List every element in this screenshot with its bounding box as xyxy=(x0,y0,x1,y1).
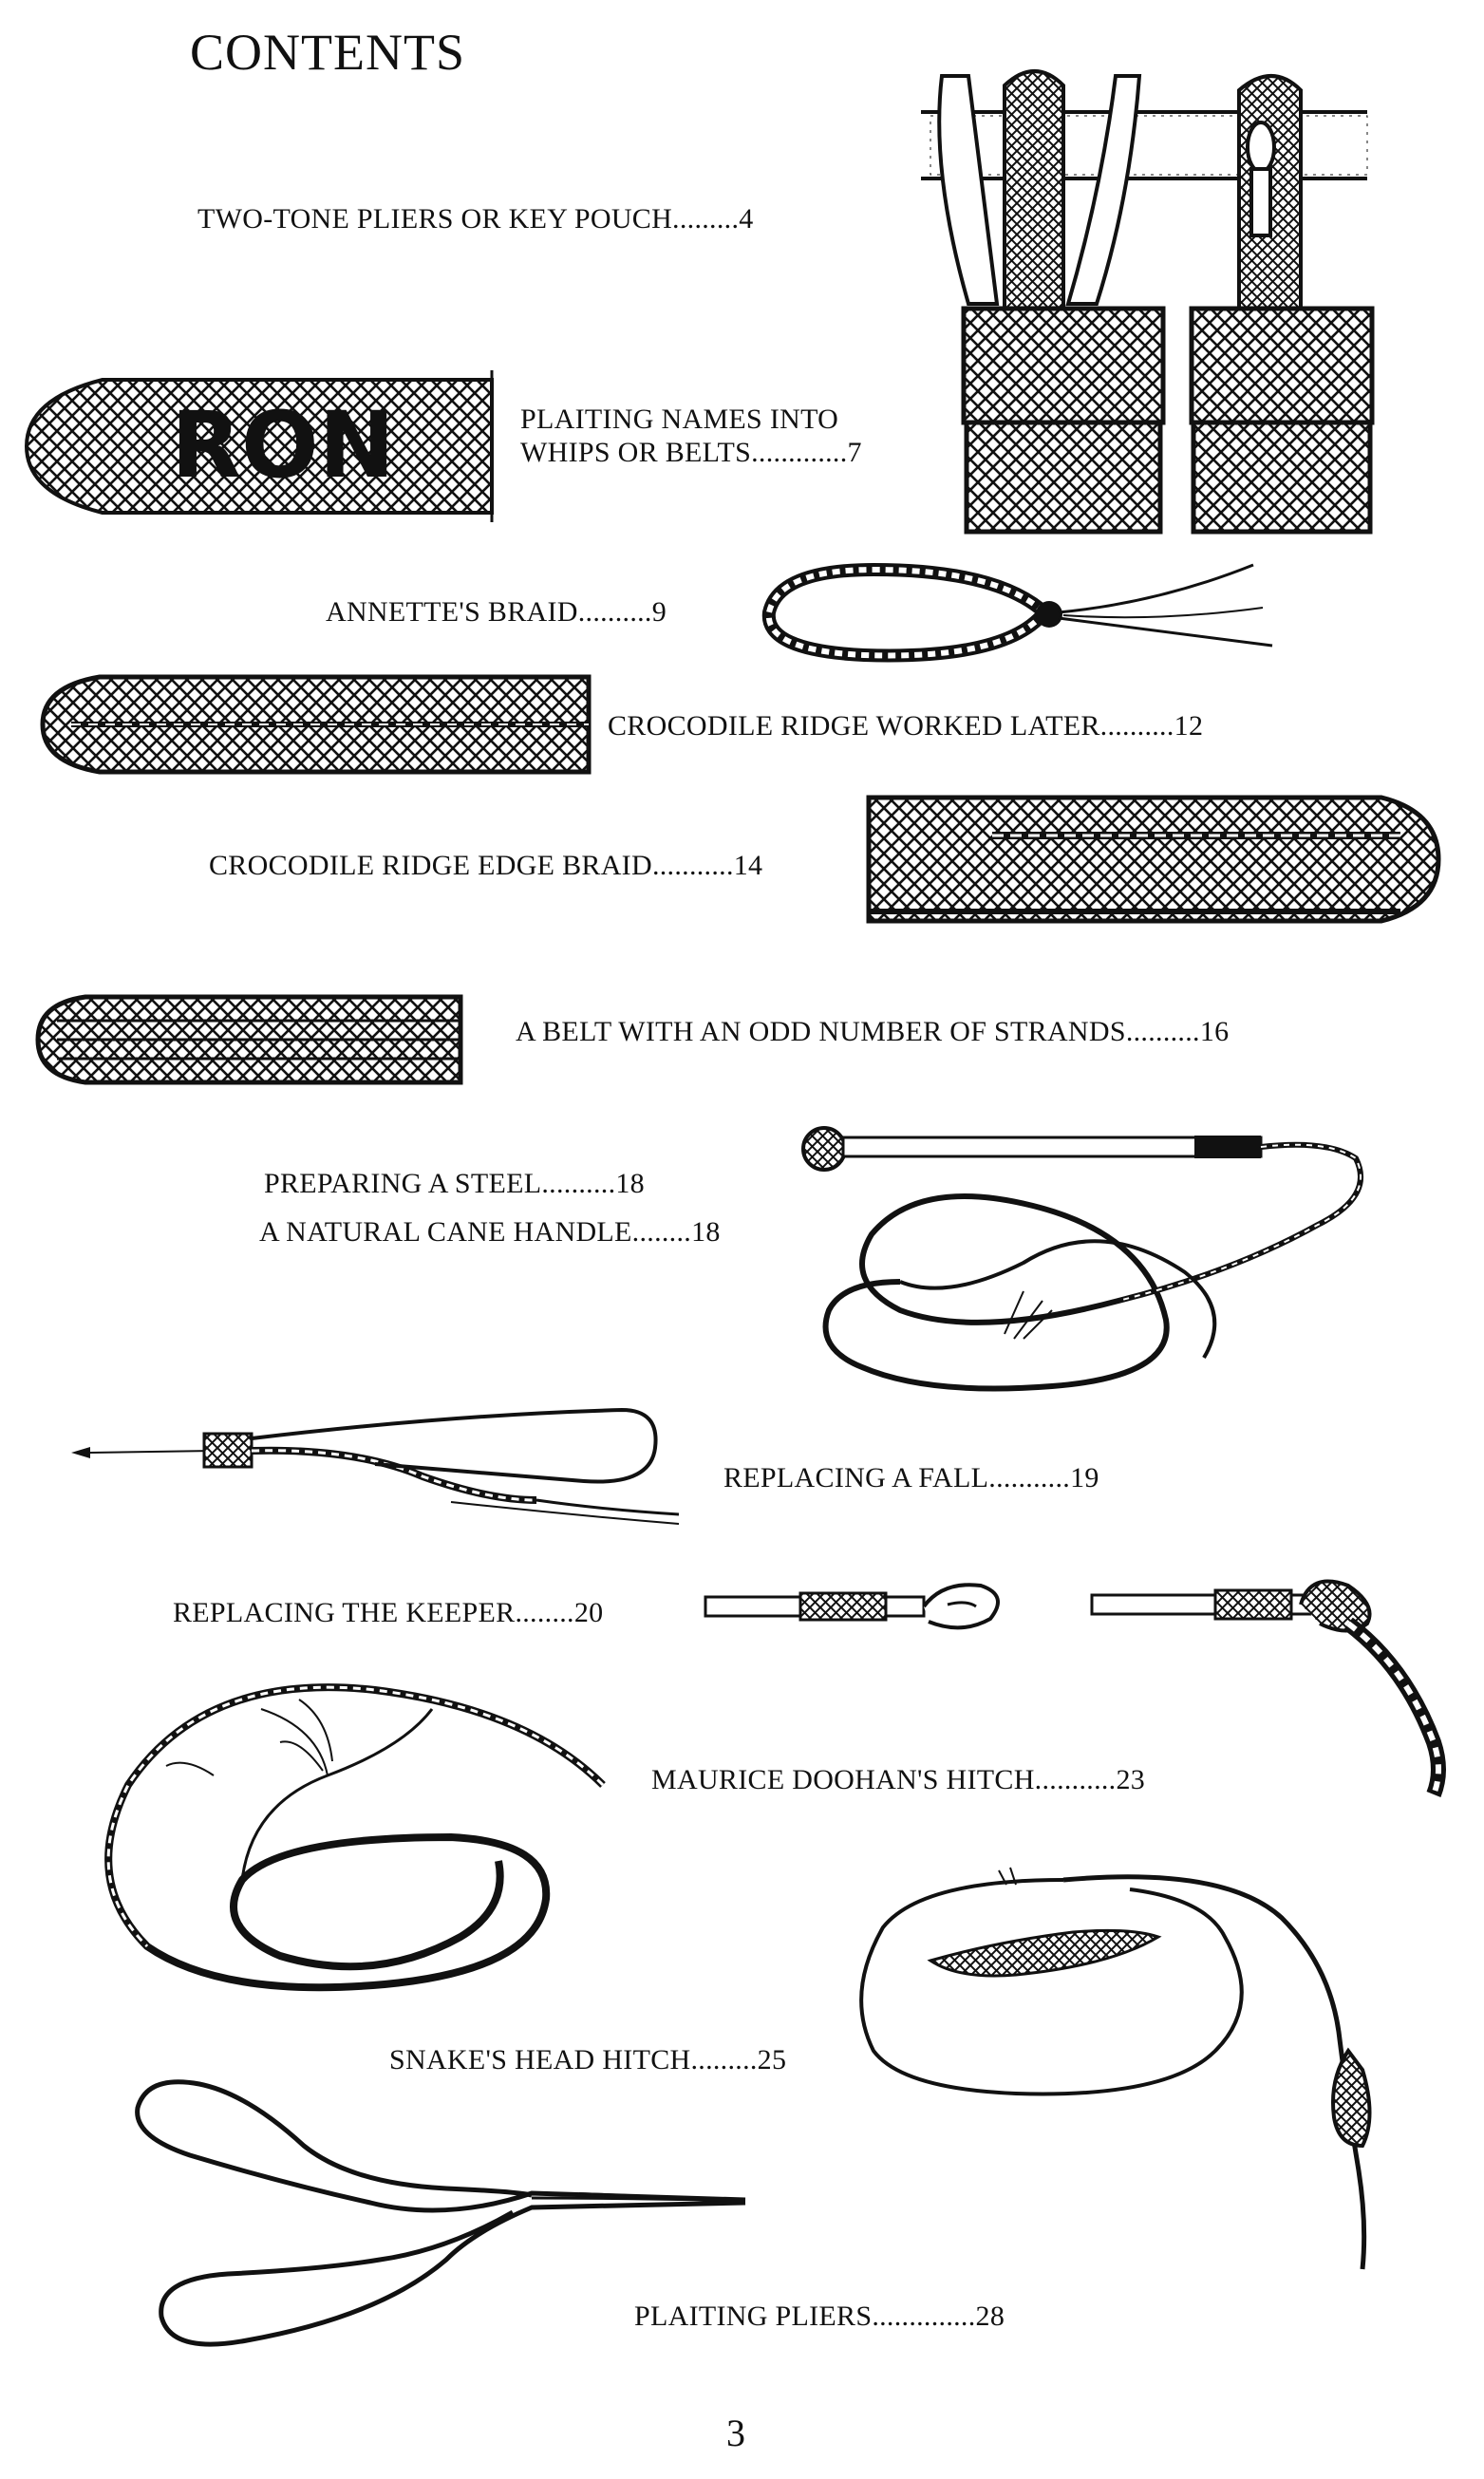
snakes-head-hitch-illustration xyxy=(845,1861,1377,2279)
toc-entry-doohan-hitch[interactable]: MAURICE DOOHAN'S HITCH...........23 xyxy=(651,1764,1146,1795)
page-title: CONTENTS xyxy=(190,24,465,81)
cane-handle-whip-illustration xyxy=(786,1120,1384,1405)
toc-entry-snakes-head[interactable]: SNAKE'S HEAD HITCH.........25 xyxy=(389,2044,787,2075)
toc-entry-replacing-fall[interactable]: REPLACING A FALL...........19 xyxy=(723,1462,1099,1493)
keeper-illustration-a xyxy=(705,1576,1009,1643)
pliers-pouch-illustration xyxy=(902,57,1367,532)
toc-entry-line: PLAITING NAMES INTO xyxy=(520,404,839,435)
toc-entry-preparing-steel[interactable]: PREPARING A STEEL..........18 xyxy=(264,1168,645,1199)
odd-strand-belt-illustration xyxy=(38,992,465,1087)
crocodile-ridge-later-illustration xyxy=(43,672,593,777)
toc-entry-replacing-keeper[interactable]: REPLACING THE KEEPER........20 xyxy=(173,1597,604,1628)
toc-entry-line: WHIPS OR BELTS.............7 xyxy=(520,436,862,468)
replacing-fall-illustration xyxy=(71,1396,688,1538)
name-belt-illustration xyxy=(27,370,501,522)
toc-entry-crocodile-edge[interactable]: CROCODILE RIDGE EDGE BRAID...........14 xyxy=(209,850,763,881)
toc-entry-key-pouch[interactable]: TWO-TONE PLIERS OR KEY POUCH.........4 xyxy=(197,203,754,235)
toc-entry-crocodile-later[interactable]: CROCODILE RIDGE WORKED LATER..........12 xyxy=(608,710,1204,742)
annettes-braid-illustration xyxy=(760,555,1291,669)
crocodile-ridge-edge-illustration xyxy=(869,793,1443,926)
toc-entry-plaiting-pliers[interactable]: PLAITING PLIERS..............28 xyxy=(634,2301,1005,2332)
toc-entry-plaiting-names[interactable] xyxy=(520,404,862,469)
belt-name-lettering: RON xyxy=(171,392,395,498)
toc-entry-odd-strands[interactable]: A BELT WITH AN ODD NUMBER OF STRANDS..........16 xyxy=(516,1016,1230,1047)
page-number: 3 xyxy=(726,2412,745,2454)
doohan-hitch-illustration xyxy=(90,1671,622,1999)
keeper-illustration-b xyxy=(1092,1571,1462,1799)
toc-entry-cane-handle[interactable]: A NATURAL CANE HANDLE........18 xyxy=(259,1216,721,1248)
toc-entry-annettes-braid[interactable]: ANNETTE'S BRAID..........9 xyxy=(326,596,667,628)
